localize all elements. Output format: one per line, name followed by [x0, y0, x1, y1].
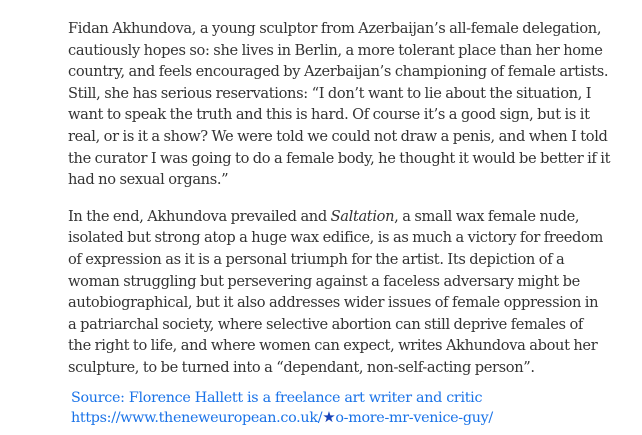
paragraph-2: [68, 206, 638, 379]
text-line: a patriarchal society, where selective abortion can still deprive females of: [68, 315, 583, 333]
text-line: the curator I was going to do a female body, he thought it would be better if it: [68, 149, 611, 167]
source-url-part: https://www.theneweuropean.co.uk/: [71, 410, 323, 426]
text-line: real, or is it a show? We were told we could not draw a penis, and when I told: [68, 127, 608, 145]
source-credit: Source: Florence Hallett is a freelance art writer and critic: [71, 390, 483, 406]
text-line: woman struggling but persevering against a faceless adversary might be: [68, 272, 580, 290]
paragraph-1: [68, 18, 638, 191]
text-line: autobiographical, but it also addresses wider issues of female oppression in: [68, 294, 599, 312]
article-body: [68, 18, 638, 394]
text-line: cautiously hopes so: she lives in Berlin, a more tolerant place than her home: [68, 41, 603, 59]
artwork-title: Saltation: [330, 207, 395, 225]
text-line: country, and feels encouraged by Azerbaijan’s championing of female artists.: [68, 63, 609, 81]
text-line: of expression as it is a personal triumph for the artist. Its depiction of a: [68, 250, 565, 268]
text-line: had no sexual organs.”: [68, 171, 229, 189]
text-line: sculpture, to be turned into a “dependant, non-self-acting person”.: [68, 358, 535, 376]
star-icon: ★: [322, 408, 336, 426]
text-line: want to speak the truth and this is hard. Of course it’s a good sign, but is it: [68, 106, 590, 124]
text-line: Still, she has serious reservations: “I don’t want to lie about the situation, I: [68, 84, 592, 102]
text-line: isolated but strong atop a huge wax edifice, is as much a victory for freedom: [68, 229, 603, 247]
text-line: [68, 206, 638, 228]
text-run: In the end, Akhundova prevailed and: [68, 207, 331, 225]
text-run: , a small wax female nude,: [394, 207, 580, 225]
source-caption: [71, 389, 493, 428]
text-line: the right to life, and where women can expect, writes Akhundova about her: [68, 337, 598, 355]
source-url-part: o-more-mr-venice-guy/: [335, 410, 493, 426]
text-line: Fidan Akhundova, a young sculptor from Azerbaijan’s all-female delegation,: [68, 20, 602, 37]
source-url[interactable]: [71, 408, 493, 428]
